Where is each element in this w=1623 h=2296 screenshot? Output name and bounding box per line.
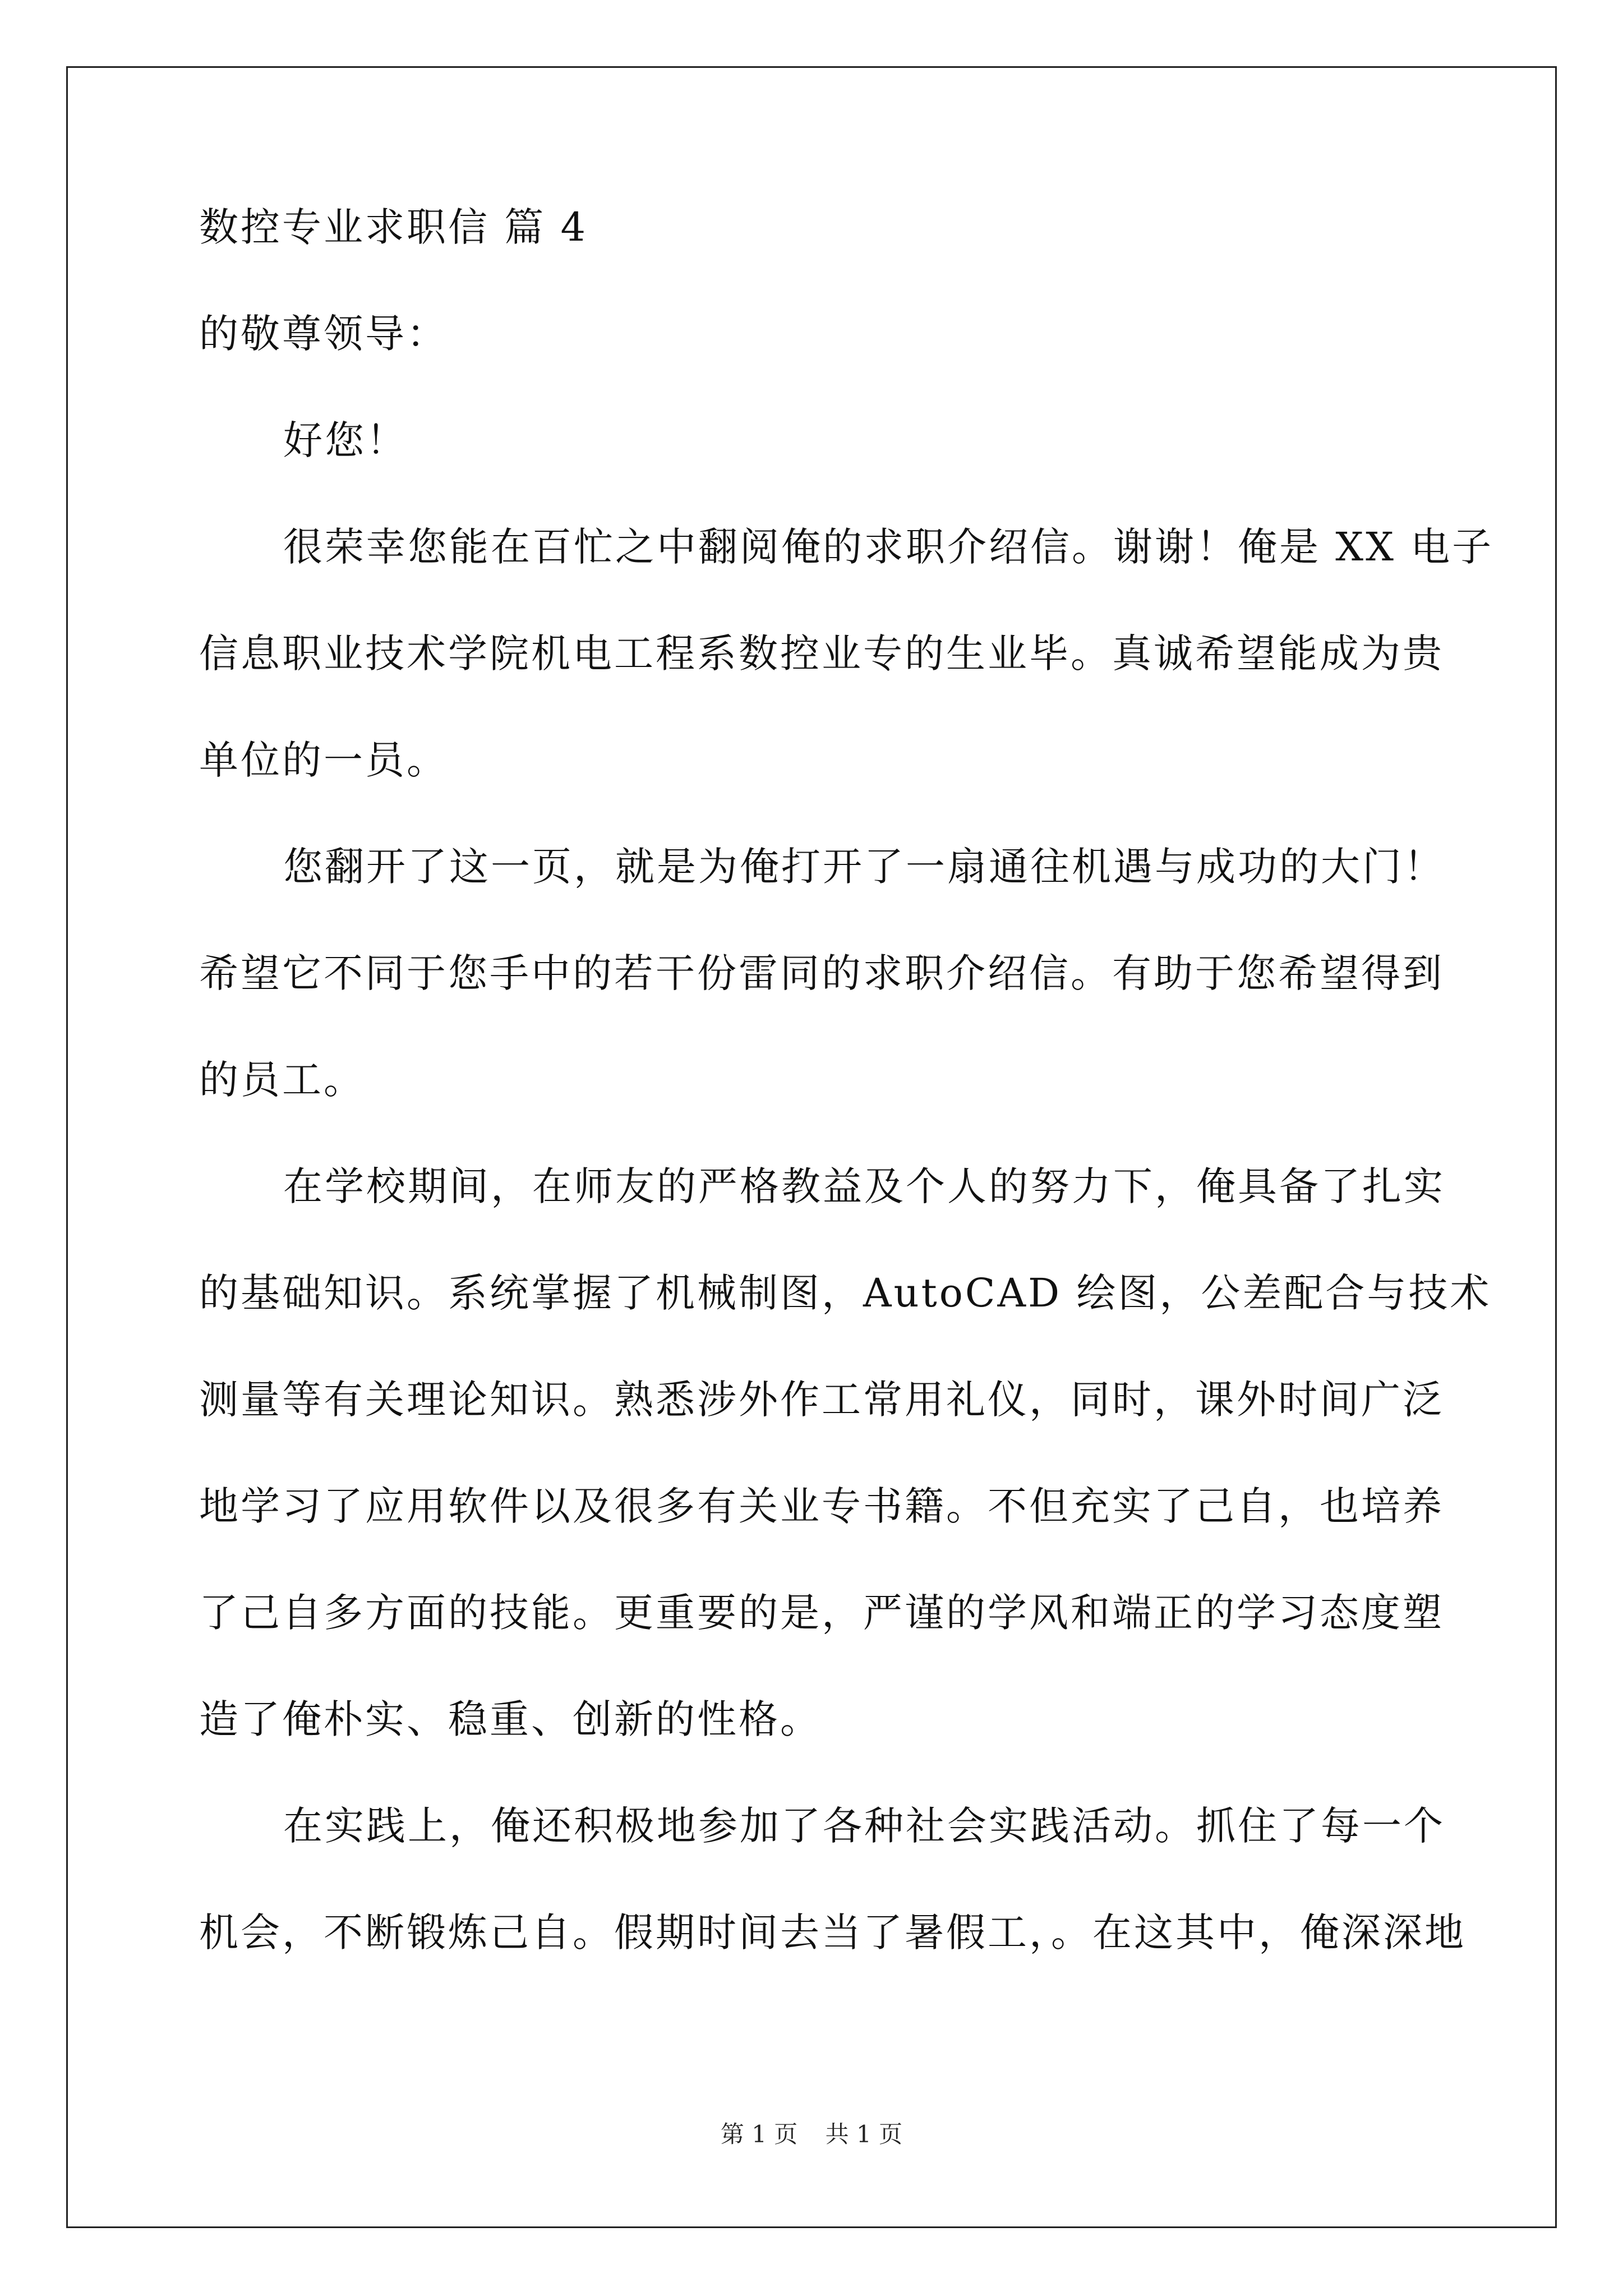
document-title: 数控专业求职信 篇 4	[199, 204, 588, 250]
paragraph-line: 的基础知识。系统掌握了机械制图，AutoCAD 绘图，公差配合与技术	[199, 1270, 1492, 1316]
paragraph-line: 您翻开了这一页，就是为俺打开了一扇通往机遇与成功的大门！	[283, 844, 1445, 890]
paragraph-line: 很荣幸您能在百忙之中翻阅俺的求职介绍信。谢谢！俺是 XX 电子	[283, 524, 1494, 570]
greeting: 好您！	[283, 417, 408, 463]
paragraph-line: 信息职业技术学院机电工程系数控业专的生业毕。真诚希望能成为贵	[199, 631, 1444, 677]
document-body	[199, 202, 1494, 1958]
paragraph-line: 地学习了应用软件以及很多有关业专书籍。不但充实了己自，也培养	[199, 1483, 1444, 1529]
paragraph-line: 在学校期间，在师友的严格教益及个人的努力下，俺具备了扎实	[283, 1163, 1445, 1209]
paragraph-3	[199, 1161, 1492, 1745]
paragraph-line: 造了俺朴实、稳重、创新的性格。	[199, 1696, 822, 1742]
paragraph-4	[199, 1801, 1466, 1958]
page-footer	[0, 2118, 1623, 2151]
paragraph-line: 希望它不同于您手中的若干份雷同的求职介绍信。有助于您希望得到	[199, 950, 1444, 996]
page-total: 共 1 页	[825, 2120, 903, 2148]
paragraph-line: 的员工。	[199, 1057, 365, 1103]
paragraph-line: 测量等有关理论知识。熟悉涉外作工常用礼仪，同时，课外时间广泛	[199, 1377, 1444, 1423]
page-number: 第 1 页	[720, 2120, 798, 2148]
paragraph-line: 单位的一员。	[199, 737, 448, 783]
salutation: 的敬尊领导：	[199, 311, 448, 357]
paragraph-line: 了己自多方面的技能。更重要的是，严谨的学风和端正的学习态度塑	[199, 1590, 1444, 1636]
paragraph-line: 机会，不断锻炼己自。假期时间去当了暑假工，。在这其中，俺深深地	[199, 1910, 1466, 1955]
paragraph-1	[199, 522, 1494, 785]
paragraph-line: 在实践上，俺还积极地参加了各种社会实践活动。抓住了每一个	[283, 1803, 1445, 1849]
paragraph-2	[199, 841, 1445, 1105]
